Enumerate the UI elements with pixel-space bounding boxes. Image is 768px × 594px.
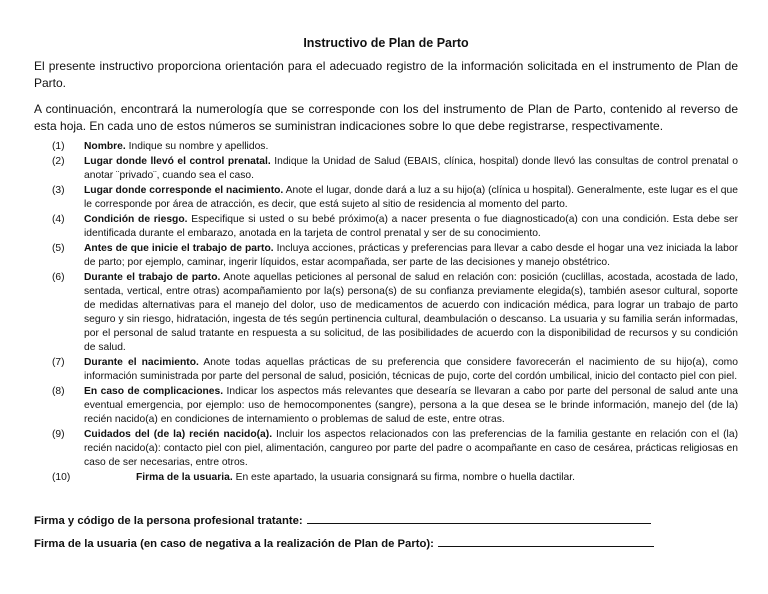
item-heading: Lugar donde llevó el control prenatal. — [84, 156, 271, 167]
list-item — [52, 213, 738, 241]
list-item — [52, 242, 738, 270]
item-text: Especifique si usted o su bebé próximo(a) a nacer presenta o fue diagnosticado(a) con una condición. Esta debe ser identificada durante el embarazo, anotada en la tarjeta de control prenatal y ser de su conocimiento. — [84, 214, 738, 239]
item-heading: Condición de riesgo. — [84, 214, 188, 225]
user-signature-line — [34, 534, 738, 550]
document-title: Instructivo de Plan de Parto — [303, 36, 469, 50]
item-number: (10) — [52, 472, 71, 483]
item-text: Anote el lugar, donde dará a luz a su hijo(a) (clínica u hospital). Generalmente, este lugar es el que le corresponde por área de atracción, es decir, que está sujeto al sitio de residencia al momento del parto. — [84, 185, 738, 210]
list-item — [52, 385, 738, 427]
item-text: Indicar los aspectos más relevantes que desearía se llevaran a cabo por parte del personal de salud ante una eventual emergencia, por ejemplo: uso de hemocomponentes (sangre), persona a la que desea se le brinde información, manejo del (de la) recién nacido(a) en condiciones de internamiento o problemas de salud de este, entre otras. — [84, 386, 738, 425]
item-number: (9) — [52, 429, 65, 440]
item-number: (6) — [52, 272, 65, 283]
user-signature-field[interactable] — [438, 534, 654, 547]
item-heading: Cuidados del (de la) recién nacido(a). — [84, 429, 273, 440]
item-number: (8) — [52, 386, 65, 397]
list-item — [52, 155, 738, 183]
item-number: (1) — [52, 141, 65, 152]
item-text: Indique la Unidad de Salud (EBAIS, clínica, hospital) donde llevó las consultas de control prenatal o anotar ¨privado¨, cuando sea el caso. — [84, 156, 738, 181]
list-item — [52, 356, 738, 384]
item-heading: Durante el trabajo de parto. — [84, 272, 221, 283]
list-item — [52, 271, 738, 355]
intro-paragraph: El presente instructivo proporciona orientación para el adecuado registro de la información solicitada en el instrumento de Plan de Parto. — [34, 59, 738, 90]
item-text: Indique su nombre y apellidos. — [125, 141, 269, 152]
professional-signature-line — [34, 511, 738, 527]
item-number: (3) — [52, 185, 65, 196]
item-number: (2) — [52, 156, 65, 167]
list-item — [52, 471, 738, 485]
numerology-paragraph: A continuación, encontrará la numerología que se corresponde con los del instrumento de Plan de Parto, contenido al reverso de esta hoja. En cada uno de estos números se suministran indicaciones sobre lo que debe registrarse, respectivamente. — [34, 102, 738, 133]
item-heading: En caso de complicaciones. — [84, 386, 224, 397]
item-heading: Lugar donde corresponde el nacimiento. — [84, 185, 284, 196]
item-number: (4) — [52, 214, 65, 225]
item-heading: Durante el nacimiento. — [84, 357, 199, 368]
item-text: Anote todas aquellas prácticas de su preferencia que considere favorecerán el nacimiento de su hijo(a), como información suministrada por parte del personal de salud, posición, técnicas de pujo, corte del cordón umbilical, inicio del contacto piel con piel. — [84, 357, 738, 382]
list-item — [52, 184, 738, 212]
list-item — [52, 140, 738, 154]
item-text: Incluir los aspectos relacionados con las preferencias de la familia gestante en relación con el (la) recién nacido(a): contacto piel con piel, alimentación, cangureo por parte del padre o acompañante en caso de cesárea, prácticas religiosas en caso de ser necesarias, entre otros. — [84, 429, 738, 468]
item-number: (5) — [52, 243, 65, 254]
item-heading: Firma de la usuaria. — [136, 472, 233, 483]
item-text: Incluya acciones, prácticas y preferencias para llevar a cabo desde el hogar una vez iniciada la labor de parto; por ejemplo, caminar, ingerir líquidos, estar acompañada, ser parte de las decisiones y manejo obstétrico. — [84, 243, 738, 268]
professional-signature-label: Firma y código de la persona profesional tratante: — [34, 515, 303, 527]
item-heading: Antes de que inicie el trabajo de parto. — [84, 243, 274, 254]
list-item — [52, 428, 738, 470]
item-text: Anote aquellas peticiones al personal de salud en relación con: posición (cuclillas, acostada, acostada de lado, sentada, vertical, entre otras) acompañamiento por la(s) persona(s) de su confianza previamente elegida(s), también asesor cultural, soporte de medidas alternativas para el manejo del dolor, uso de medicamentos de acuerdo con indicación médica, para lograr un trabajo de parto seguro y sin riesgo, hidratación, ingesta de tés según pertinencia cultural, deambulación o descanso. La usuaria y su familia serán informadas, por el personal de salud tratante en respuesta a su solicitud, de las posibilidades de acuerdo con la disponibilidad de recursos y su condición de salud. — [84, 272, 738, 353]
professional-signature-field[interactable] — [307, 511, 651, 524]
user-signature-label: Firma de la usuaria (en caso de negativa a la realización de Plan de Parto): — [34, 538, 434, 550]
instruction-list — [34, 140, 738, 485]
item-heading: Nombre. — [84, 141, 126, 152]
item-number: (7) — [52, 357, 65, 368]
item-text: En este apartado, la usuaria consignará su firma, nombre o huella dactilar. — [232, 472, 575, 483]
